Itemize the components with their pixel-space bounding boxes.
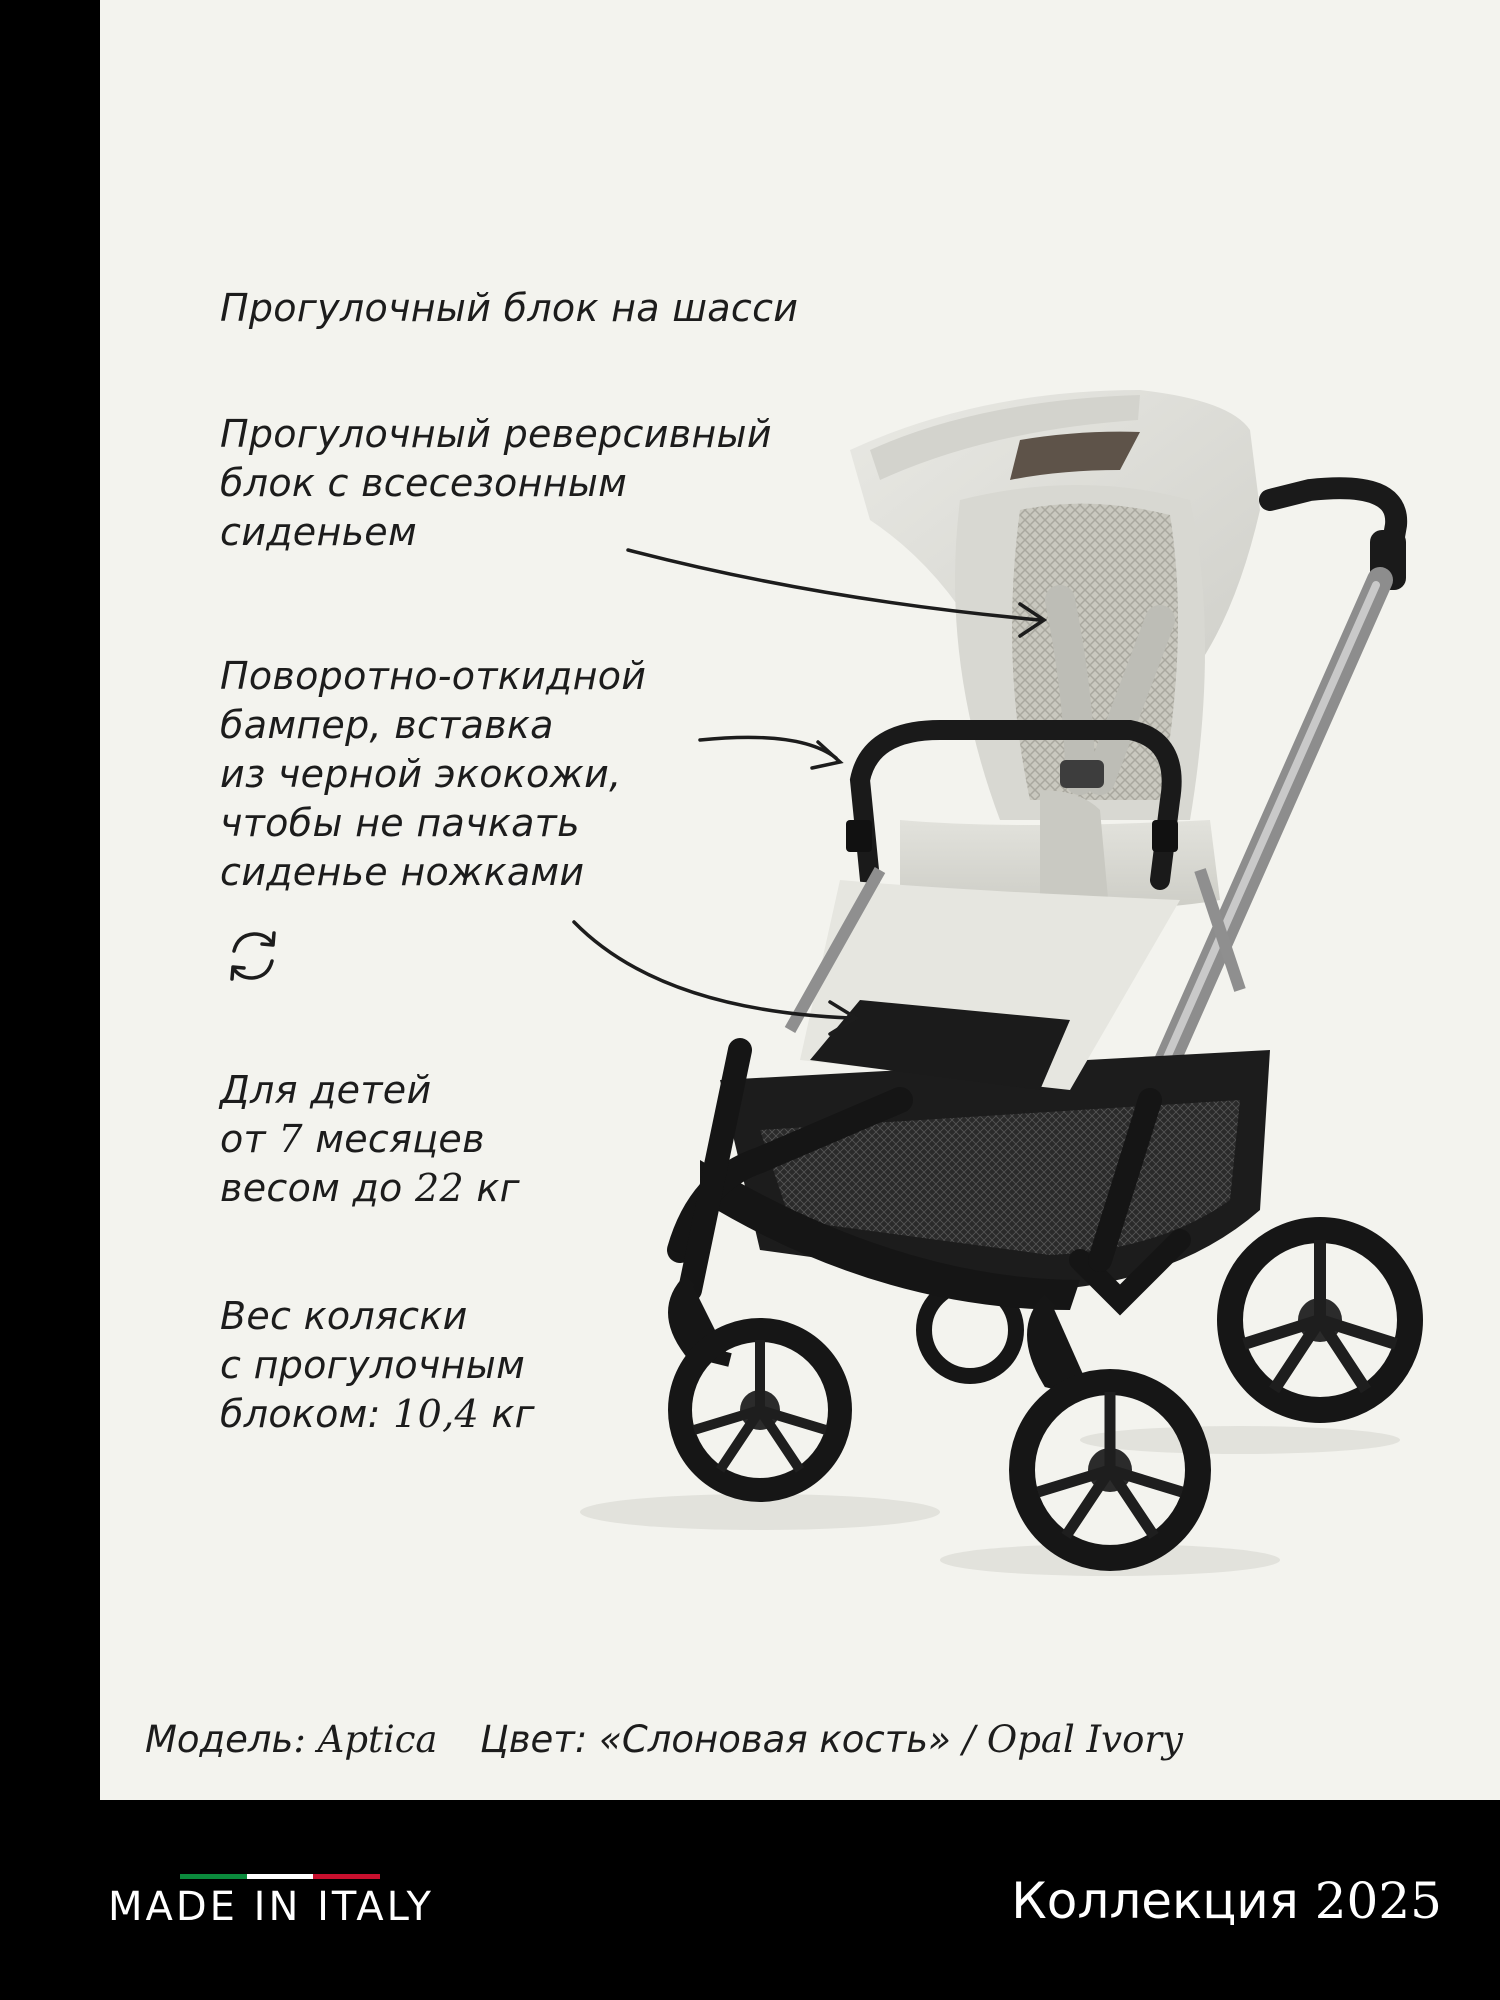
front-wheel-right bbox=[1022, 1382, 1198, 1558]
feature-weight: Вес коляски с прогулочным блоком: 10,4 кг bbox=[220, 1294, 535, 1436]
front-wheel-left bbox=[680, 1330, 840, 1490]
italy-flag-stripe bbox=[180, 1874, 380, 1879]
feature-age: Для детей от 7 месяцев весом до 22 кг bbox=[220, 1068, 520, 1210]
collection-label: Коллекция 2025 bbox=[1011, 1872, 1442, 1930]
feature-chassis: Прогулочный блок на шасси bbox=[220, 286, 799, 330]
shadow bbox=[1080, 1426, 1400, 1454]
rear-wheel bbox=[1230, 1230, 1410, 1410]
model-info: Модель: Aptica bbox=[145, 1718, 438, 1761]
color-info: Цвет: «Слоновая кость» / Opal Ivory bbox=[480, 1718, 1183, 1761]
arrow-bumper bbox=[700, 737, 840, 768]
feature-bumper: Поворотно-откидной бампер, вставка из черной экокожи, чтобы не пачкать сиденье ножками bbox=[220, 654, 647, 894]
rotate-arrows-icon bbox=[222, 925, 284, 987]
feature-reversible-seat: Прогулочный реверсивный блок с всесезонным сиденьем bbox=[220, 412, 772, 554]
made-in-italy: MADE IN ITALY bbox=[108, 1884, 434, 1930]
harness-buckle bbox=[1060, 760, 1104, 788]
